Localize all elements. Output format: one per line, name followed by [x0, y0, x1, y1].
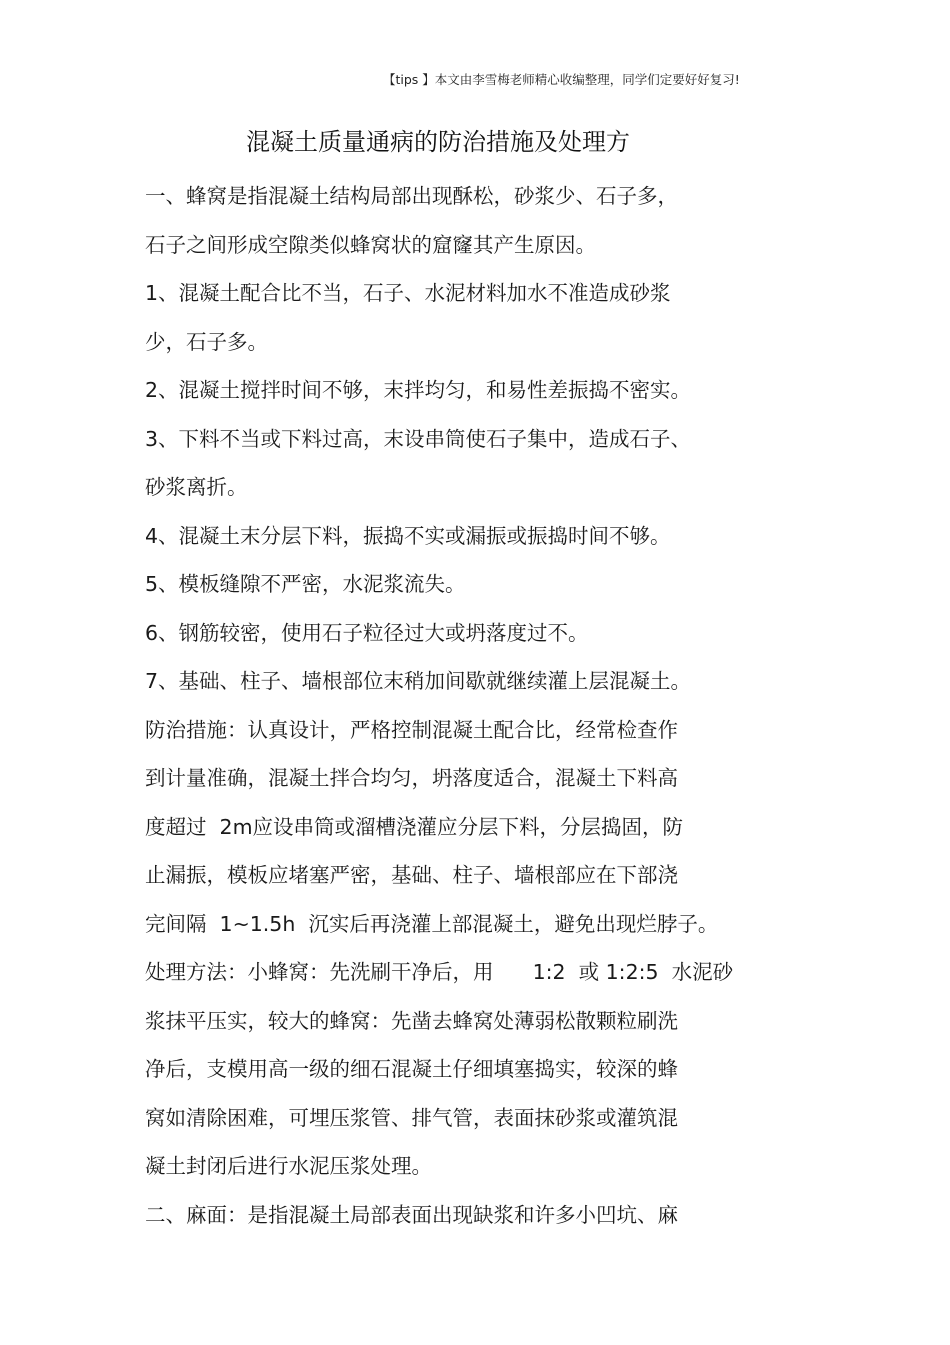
- paragraph-line: 5、模板缝隙不严密，水泥浆流失。: [145, 572, 466, 596]
- paragraph-line: 7、基础、柱子、墙根部位末稍加间歇就继续灌上层混凝土。: [145, 669, 692, 693]
- paragraph-line: 浆抹平压实，较大的蜂窝：先凿去蜂窝处薄弱松散颗粒刷洗: [145, 1008, 678, 1033]
- paragraph-line: 处理方法：小蜂窝：先洗刷干净后，用 1:2 或 1:2:5 水泥砂: [145, 960, 734, 984]
- paragraph-line: 窝如清除困难，可埋压浆管、排气管，表面抹砂浆或灌筑混: [145, 1105, 678, 1130]
- paragraph-line: 6、钢筋较密，使用石子粒径过大或坍落度过不。: [145, 620, 589, 645]
- paragraph-line: 度超过 2m应设串筒或溜槽浇灌应分层下料，分层捣固，防: [145, 814, 684, 839]
- paragraph-line: 2、混凝土搅拌时间不够，末拌均匀，和易性差振捣不密实。: [145, 378, 692, 402]
- document-body: [145, 179, 845, 1246]
- paragraph-line: 石子之间形成空隙类似蜂窝状的窟窿其产生原因。: [145, 232, 596, 257]
- paragraph-line: 砂浆离折。: [145, 475, 248, 499]
- paragraph-line: 完间隔 1~1.5h 沉实后再浇灌上部混凝土，避免出现烂脖子。: [145, 911, 719, 936]
- paragraph-line: 凝土封闭后进行水泥压浆处理。: [145, 1154, 432, 1178]
- paragraph-line: 止漏振，模板应堵塞严密，基础、柱子、墙根部应在下部浇: [145, 863, 678, 887]
- header-tips-note: 【tips 】本文由李雪梅老师精心收编整理，同学们定要好好复习!: [383, 72, 740, 87]
- paragraph-line: 1、混凝土配合比不当，石子、水泥材料加水不准造成砂浆: [145, 281, 671, 305]
- document-title: 混凝土质量通病的防治措施及处理方: [246, 128, 630, 156]
- paragraph-line: 少，石子多。: [145, 329, 268, 354]
- paragraph-line: 3、下料不当或下料过高，末设串筒使石子集中，造成石子、: [145, 426, 692, 451]
- paragraph-line: 防治措施：认真设计，严格控制混凝土配合比，经常检查作: [145, 717, 678, 742]
- paragraph-line: 一、蜂窝是指混凝土结构局部出现酥松，砂浆少、石子多，: [145, 184, 678, 208]
- paragraph-line: 二、麻面：是指混凝土局部表面出现缺浆和许多小凹坑、麻: [145, 1202, 678, 1227]
- paragraph-line: 净后，支模用高一级的细石混凝土仔细填塞捣实，较深的蜂: [145, 1057, 678, 1081]
- paragraph-line: 4、混凝土末分层下料，振捣不实或漏振或振捣时间不够。: [145, 523, 671, 548]
- paragraph-line: 到计量准确，混凝土拌合均匀，坍落度适合，混凝土下料高: [145, 766, 678, 790]
